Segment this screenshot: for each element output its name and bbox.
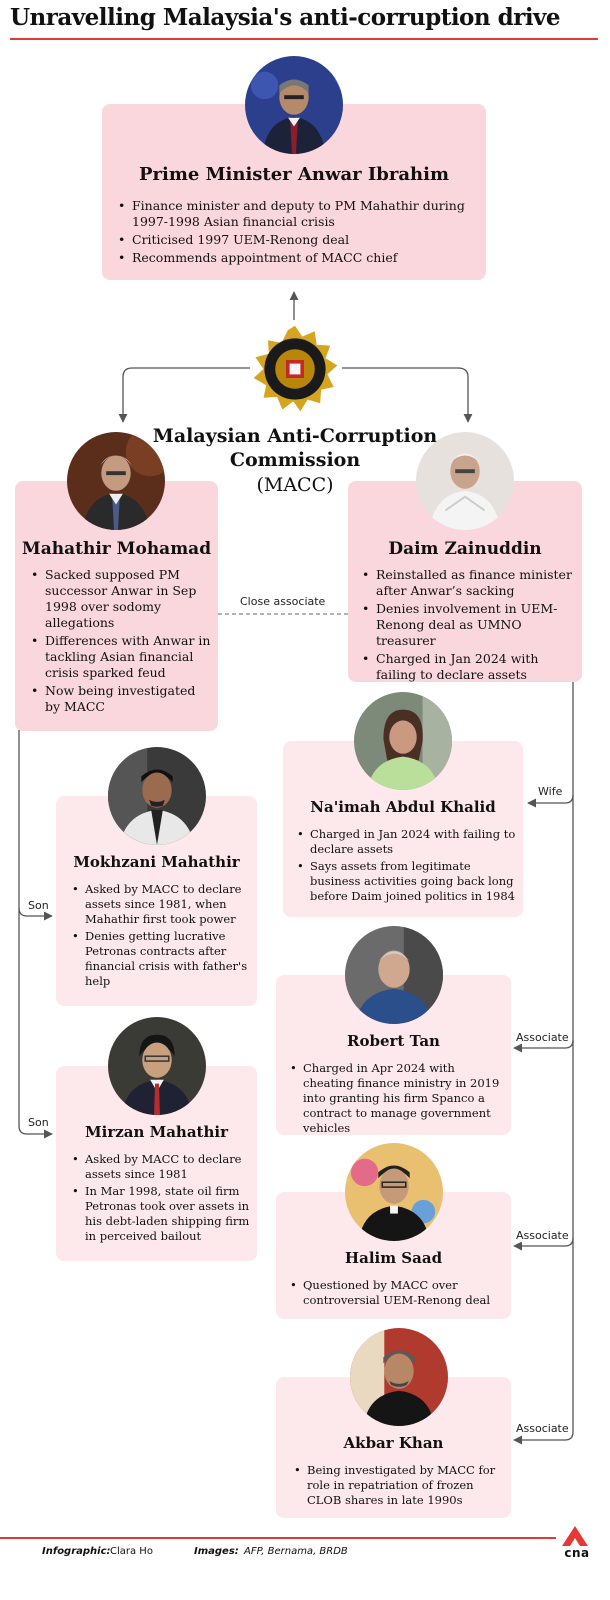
daim-photo xyxy=(416,432,514,530)
list-item: • Charged in Apr 2024 with cheating finance ministry in 2019 into granting his firm Spanco a contract to manage government vehicles xyxy=(290,1061,506,1136)
footer-divider xyxy=(0,1537,556,1539)
naimah-photo xyxy=(354,692,452,790)
list-item: • Asked by MACC to declare assets since 1981, when Mahathir first took power xyxy=(72,882,252,927)
list-item: • Denies getting lucrative Petronas contracts after financial crisis with father's help xyxy=(72,929,252,989)
pm-bullets xyxy=(118,198,474,268)
associate-label-3: Associate xyxy=(516,1422,569,1435)
list-item: • Differences with Anwar in tackling Asian financial crisis sparked feud xyxy=(31,633,211,681)
list-item: • In Mar 1998, state oil firm Petronas took over assets in his debt-laden shipping firm in perceived bailout xyxy=(72,1184,252,1244)
list-item: • Charged in Jan 2024 with failing to declare assets xyxy=(362,651,574,683)
mahathir-name: Mahathir Mohamad xyxy=(21,539,212,559)
associate-label-2: Associate xyxy=(516,1229,569,1242)
daim-bullets xyxy=(362,567,574,685)
macc-emblem-icon xyxy=(250,324,340,414)
naimah-bullets xyxy=(297,827,517,906)
list-item: • Sacked supposed PM successor Anwar in Sep 1998 over sodomy allegations xyxy=(31,567,211,631)
son-label-1: Son xyxy=(28,899,49,912)
list-item: • Asked by MACC to declare assets since 1981 xyxy=(72,1152,252,1182)
list-item: • Denies involvement in UEM-Renong deal as UMNO treasurer xyxy=(362,601,574,649)
son-label-2: Son xyxy=(28,1116,49,1129)
macc-abbr: (MACC) xyxy=(256,474,334,496)
mirzan-photo xyxy=(108,1017,206,1115)
images-value xyxy=(244,1546,348,1557)
robert-bullets xyxy=(290,1061,506,1138)
wife-label: Wife xyxy=(538,785,563,798)
infographic-label: Infographic: xyxy=(42,1546,111,1557)
footer-credit-infographic xyxy=(42,1546,111,1557)
mahathir-photo xyxy=(67,432,165,530)
list-item: • Now being investigated by MACC xyxy=(31,683,211,715)
robert-photo xyxy=(345,926,443,1024)
footer-credit-images xyxy=(194,1546,239,1557)
mirzan-bullets xyxy=(72,1152,252,1246)
mokhzani-name: Mokhzani Mahathir xyxy=(73,853,240,871)
akbar-name: Akbar Khan xyxy=(343,1434,444,1452)
infographic-value: Clara Ho xyxy=(110,1546,153,1557)
associate-label-1: Associate xyxy=(516,1031,569,1044)
close-associate-label: Close associate xyxy=(240,595,326,608)
halim-name: Halim Saad xyxy=(344,1249,443,1267)
images-label: Images: xyxy=(194,1546,239,1557)
page-title: Unravelling Malaysia's anti-corruption drive xyxy=(10,4,561,31)
mirzan-name: Mirzan Mahathir xyxy=(85,1123,228,1141)
list-item: • Recommends appointment of MACC chief xyxy=(118,250,474,266)
robert-name: Robert Tan xyxy=(347,1032,440,1050)
mokhzani-photo xyxy=(108,747,206,845)
naimah-name: Na'imah Abdul Khalid xyxy=(310,798,496,816)
list-item: • Charged in Jan 2024 with failing to declare assets xyxy=(297,827,517,857)
list-item: • Finance minister and deputy to PM Mahathir during 1997-1998 Asian financial crisis xyxy=(118,198,474,230)
halim-bullets xyxy=(290,1278,506,1310)
mahathir-bullets xyxy=(31,567,211,717)
brand-name: cna xyxy=(564,1546,590,1560)
list-item: • Reinstalled as finance minister after Anwar’s sacking xyxy=(362,567,574,599)
list-item: • Being investigated by MACC for role in repatriation of frozen CLOB shares in late 1990s xyxy=(294,1463,506,1508)
mokhzani-bullets xyxy=(72,882,252,991)
anwar-photo xyxy=(245,56,343,154)
daim-name: Daim Zainuddin xyxy=(388,539,542,559)
list-item: • Questioned by MACC over controversial UEM-Renong deal xyxy=(290,1278,506,1308)
akbar-bullets xyxy=(294,1463,506,1510)
images-source: AFP, Bernama, BRDB xyxy=(244,1546,348,1557)
list-item: • Says assets from legitimate business activities going back long before Daim joined politics in 1984 xyxy=(297,859,517,904)
akbar-photo xyxy=(350,1328,448,1426)
list-item: • Criticised 1997 UEM-Renong deal xyxy=(118,232,474,248)
pm-name: Prime Minister Anwar Ibrahim xyxy=(138,164,450,185)
macc-title: Malaysian Anti-Corruption Commission xyxy=(152,425,438,471)
halim-photo xyxy=(345,1143,443,1241)
